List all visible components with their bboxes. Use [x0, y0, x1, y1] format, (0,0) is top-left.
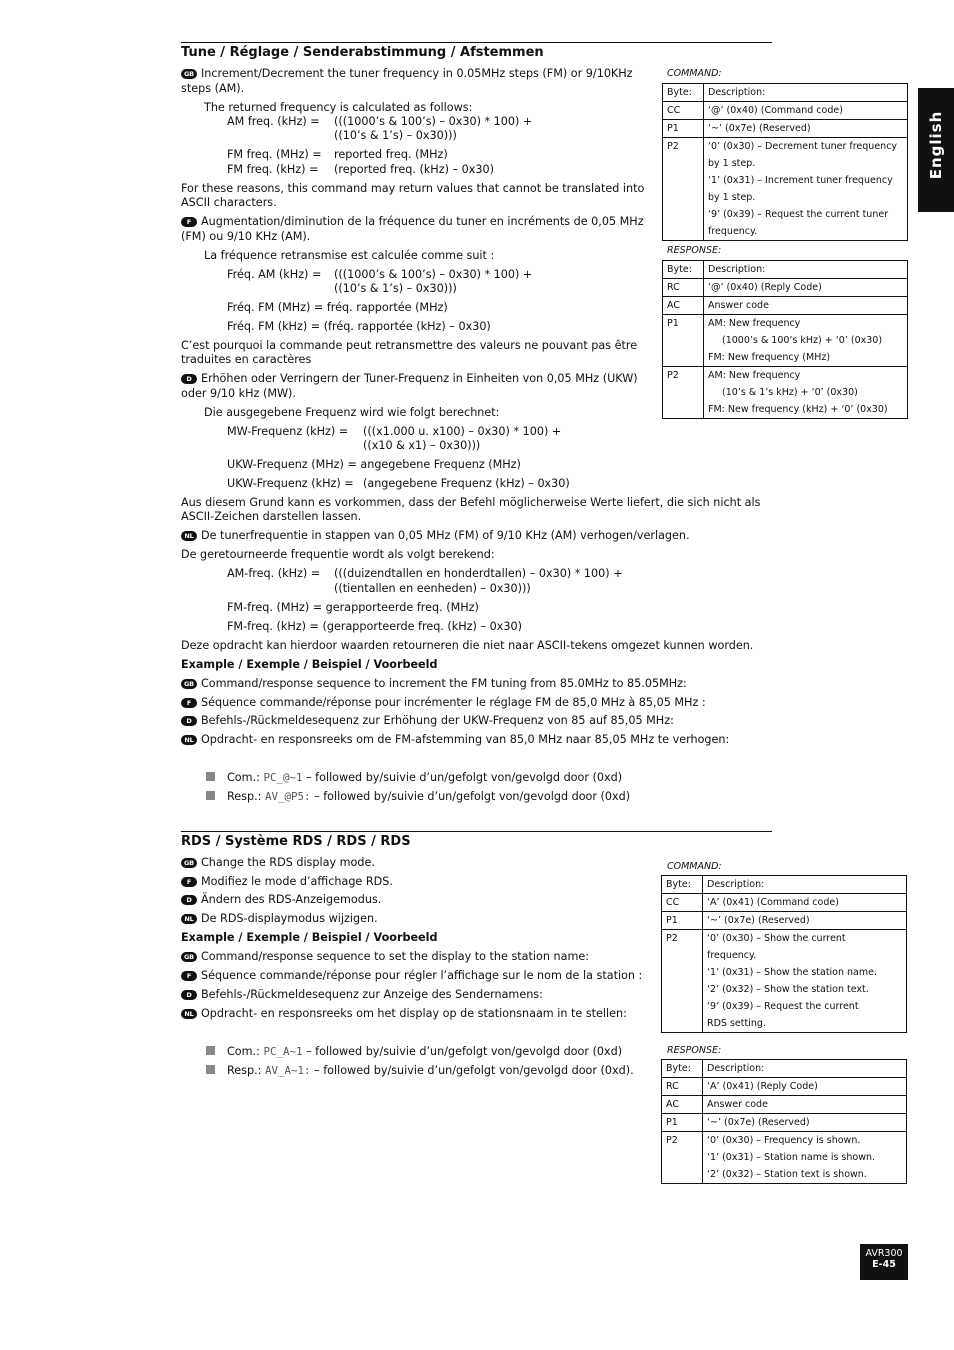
byte-cell — [663, 138, 704, 241]
description-line: AM: New frequency — [708, 370, 801, 381]
description-line: ‘0’ (0x30) – Show the current — [707, 933, 846, 944]
rds-command-label: COMMAND: — [667, 861, 722, 872]
tune-example-nl: NL Opdracht- en responsreeks om de FM-afstemming van 85,0 MHz naar 85,05 MHz te verhogen: — [181, 733, 729, 747]
byte-text: Byte: — [667, 87, 692, 98]
rds-example-de: D Befehls-/Rückmeldesequenz zur Anzeige des Sendernamens: — [181, 988, 543, 1002]
tune-nl-note: Deze opdracht kan hierdoor waarden retourneren die niet naar ASCII-tekens omgezet kunnen worden. — [181, 639, 754, 652]
tune-nl-am-value1: (((duizendtallen en honderdtallen) – 0x30) * 100) + — [334, 567, 623, 580]
description-line: ‘~’ (0x7e) (Reserved) — [707, 1117, 810, 1128]
byte-cell — [663, 102, 704, 120]
rds-response-label: RESPONSE: — [667, 1045, 722, 1056]
flag-gb-icon: GB — [181, 69, 197, 79]
byte-text: P1 — [666, 915, 678, 926]
table-row — [663, 138, 908, 241]
table-row — [662, 912, 907, 930]
rds-nl: NL De RDS-displaymodus wijzigen. — [181, 912, 378, 926]
tune-de-ukw1: UKW-Frequenz (MHz) = angegebene Frequenz (MHz) — [227, 458, 521, 471]
tune-example-de: D Befehls-/Rückmeldesequenz zur Erhöhung der UKW-Frequenz von 85 auf 85,05 MHz: — [181, 714, 674, 728]
description-line: frequency. — [708, 226, 758, 237]
description-cell — [703, 894, 907, 912]
byte-text: P1 — [667, 123, 679, 134]
rds-fr: F Modifiez le mode d’affichage RDS. — [181, 875, 393, 889]
bullet-square-icon — [206, 1065, 215, 1074]
flag-gb-icon: GB — [181, 679, 197, 689]
rds-command-line: Com.: PC_A~1 – followed by/suivie d’un/gefolgt von/gevolgd door (0xd) — [206, 1045, 622, 1059]
tune-gb-am-label: AM freq. (kHz) = — [227, 115, 320, 128]
section-rule-rds — [181, 831, 772, 832]
byte-cell — [662, 1078, 703, 1096]
byte-cell — [663, 279, 704, 297]
tune-response-label: RESPONSE: — [667, 245, 722, 256]
tune-de-mw-value2: ((x10 & x1) – 0x30))) — [363, 439, 481, 452]
description-cell — [704, 120, 908, 138]
rds-command-table — [661, 875, 907, 1033]
description-line: ‘9’ (0x39) – Request the current — [707, 1001, 859, 1012]
tune-gb-fm2-value: (reported freq. (kHz) – 0x30) — [334, 163, 495, 176]
table-row — [663, 261, 908, 279]
rds-example-fr: F Séquence commande/réponse pour régler l’affichage sur le nom de la station : — [181, 969, 642, 983]
description-line: ‘@’ (0x40) (Reply Code) — [708, 282, 822, 293]
rds-example-title: Example / Exemple / Beispiel / Voorbeeld — [181, 931, 438, 944]
language-side-tab-label: English — [927, 110, 945, 180]
description-cell — [703, 1096, 907, 1114]
description-cell — [703, 1060, 907, 1078]
flag-de-icon: D — [181, 716, 197, 726]
table-row — [663, 315, 908, 367]
description-cell — [704, 367, 908, 419]
tune-fr-calc: La fréquence retransmise est calculée comme suit : — [204, 249, 495, 262]
byte-cell — [662, 930, 703, 1033]
bullet-square-icon — [206, 1046, 215, 1055]
tune-command-line: Com.: PC_@~1 – followed by/suivie d’un/gefolgt von/gevolgd door (0xd) — [206, 771, 622, 785]
byte-cell — [662, 1132, 703, 1184]
description-line: Description: — [707, 879, 765, 890]
tune-example-gb: GB Command/response sequence to increment the FM tuning from 85.0MHz to 85.05MHz: — [181, 677, 687, 691]
tune-gb-note1: For these reasons, this command may return values that cannot be translated into — [181, 182, 645, 195]
flag-gb-icon: GB — [181, 952, 197, 962]
description-cell — [704, 315, 908, 367]
description-line: by 1 step. — [708, 192, 756, 203]
section-rule-tune — [181, 42, 772, 43]
flag-de-icon: D — [181, 374, 197, 384]
description-line: Description: — [707, 1063, 765, 1074]
table-row — [662, 1114, 907, 1132]
tune-fr-am-label: Fréq. AM (kHz) = — [227, 268, 322, 281]
page-number: E-45 — [872, 1259, 896, 1270]
flag-nl-icon: NL — [181, 914, 197, 924]
description-cell — [704, 84, 908, 102]
tune-nl-fm1: FM-freq. (MHz) = gerapporteerde freq. (MHz) — [227, 601, 479, 614]
byte-text: CC — [666, 897, 680, 908]
bullet-square-icon — [206, 772, 215, 781]
description-line: ‘A’ (0x41) (Reply Code) — [707, 1081, 818, 1092]
bullet-square-icon — [206, 791, 215, 800]
description-line: by 1 step. — [708, 158, 756, 169]
tune-de-note2: ASCII-Zeichen darstellen lassen. — [181, 510, 362, 523]
tune-example-title: Example / Exemple / Beispiel / Voorbeeld — [181, 658, 438, 671]
tune-fr-am-value2: ((10’s & 1’s) – 0x30))) — [334, 282, 457, 295]
description-line: FM: New frequency (MHz) — [708, 352, 831, 363]
byte-text: Byte: — [666, 1063, 691, 1074]
table-row — [663, 279, 908, 297]
tune-de-note1: Aus diesem Grund kann es vorkommen, dass der Befehl möglicherweise Werte liefert, die sich nicht als — [181, 496, 761, 509]
byte-cell — [663, 120, 704, 138]
tune-de-ukw2-value: (angegebene Frequenz (kHz) – 0x30) — [363, 477, 570, 490]
description-line: ‘~’ (0x7e) (Reserved) — [708, 123, 811, 134]
rds-response-table — [661, 1059, 907, 1184]
byte-text: Byte: — [667, 264, 692, 275]
tune-response-line: Resp.: AV_@P5: – followed by/suivie d’un/gefolgt von/gevolgd door (0xd) — [206, 790, 630, 804]
table-row — [663, 120, 908, 138]
byte-text: AC — [666, 1099, 679, 1110]
byte-text: P2 — [666, 933, 678, 944]
rds-example-nl: NL Opdracht- en responsreeks om het display op de stationsnaam in te stellen: — [181, 1007, 627, 1021]
byte-cell — [662, 1114, 703, 1132]
tune-example-fr: F Séquence commande/réponse pour incrémenter le réglage FM de 85,0 MHz à 85,05 MHz : — [181, 696, 706, 710]
description-line: (1000’s & 100’s kHz) + ‘0’ (0x30) — [722, 335, 883, 346]
tune-gb-note2: ASCII characters. — [181, 196, 277, 209]
tune-nl-am-label: AM-freq. (kHz) = — [227, 567, 321, 580]
byte-cell — [662, 1060, 703, 1078]
tune-nl-calc: De geretourneerde frequentie wordt als volgt berekend: — [181, 548, 495, 561]
flag-de-icon: D — [181, 990, 197, 1000]
tune-gb-calc: The returned frequency is calculated as follows: — [204, 101, 473, 114]
tune-fr-fm1: Fréq. FM (MHz) = fréq. rapportée (MHz) — [227, 301, 448, 314]
tune-nl-line1: NL De tunerfrequentie in stappen van 0,05 MHz (FM) of 9/10 KHz (AM) verhogen/verlagen. — [181, 529, 690, 543]
tune-gb-fm1-label: FM freq. (MHz) = — [227, 148, 322, 161]
flag-gb-icon: GB — [181, 858, 197, 868]
byte-text: Byte: — [666, 879, 691, 890]
byte-text: P2 — [667, 141, 679, 152]
byte-cell — [662, 912, 703, 930]
description-line: FM: New frequency (kHz) + ‘0’ (0x30) — [708, 404, 888, 415]
tune-command-table — [662, 83, 908, 241]
tune-de-line1: D Erhöhen oder Verringern der Tuner-Frequenz in Einheiten von 0,05 MHz (UKW) — [181, 372, 638, 386]
description-line: ‘1’ (0x31) – Increment tuner frequency — [708, 175, 893, 186]
byte-cell — [663, 367, 704, 419]
tune-gb-fm2-label: FM freq. (kHz) = — [227, 163, 319, 176]
tune-gb-line1: GB Increment/Decrement the tuner frequency in 0.05MHz steps (FM) or 9/10KHz — [181, 67, 633, 81]
byte-cell — [662, 1096, 703, 1114]
byte-text: CC — [667, 105, 681, 116]
description-cell — [704, 102, 908, 120]
rds-response-line: Resp.: AV_A~1: – followed by/suivie d’un/gefolgt von/gevolgd door (0xd). — [206, 1064, 634, 1078]
description-line: ‘2’ (0x32) – Station text is shown. — [707, 1169, 867, 1180]
tune-de-line2: oder 9/10 kHz (MW). — [181, 387, 296, 400]
table-row — [663, 84, 908, 102]
table-row — [662, 930, 907, 1033]
tune-gb-am-value2: ((10’s & 1’s) – 0x30))) — [334, 129, 457, 142]
table-row — [662, 1060, 907, 1078]
description-cell — [704, 279, 908, 297]
model-name: AVR300 — [865, 1248, 903, 1259]
description-line: ‘2’ (0x32) – Show the station text. — [707, 984, 869, 995]
description-line: Answer code — [708, 300, 769, 311]
table-row — [662, 1078, 907, 1096]
tune-nl-am-value2: ((tientallen en eenheden) – 0x30))) — [334, 582, 531, 595]
description-line: RDS setting. — [707, 1018, 766, 1029]
language-side-tab — [918, 88, 954, 212]
description-line: ‘@’ (0x40) (Command code) — [708, 105, 843, 116]
rds-gb: GB Change the RDS display mode. — [181, 856, 375, 870]
description-line: ‘~’ (0x7e) (Reserved) — [707, 915, 810, 926]
flag-fr-icon: F — [181, 698, 197, 708]
table-row — [663, 367, 908, 419]
description-line: frequency. — [707, 950, 757, 961]
description-line: ‘1’ (0x31) – Show the station name. — [707, 967, 877, 978]
tune-response-table — [662, 260, 908, 419]
byte-text: P2 — [666, 1135, 678, 1146]
tune-gb-am-value1: (((1000’s & 100’s) – 0x30) * 100) + — [334, 115, 533, 128]
tune-fr-note2: traduites en caractères — [181, 353, 312, 366]
tune-de-ukw2-label: UKW-Frequenz (kHz) = — [227, 477, 354, 490]
description-line: (10’s & 1’s kHz) + ‘0’ (0x30) — [722, 387, 858, 398]
byte-text: AC — [667, 300, 680, 311]
flag-nl-icon: NL — [181, 735, 197, 745]
table-row — [662, 876, 907, 894]
tune-de-mw-label: MW-Frequenz (kHz) = — [227, 425, 349, 438]
byte-cell — [662, 876, 703, 894]
tune-nl-fm2: FM-freq. (kHz) = (gerapporteerde freq. (kHz) – 0x30) — [227, 620, 522, 633]
tune-gb-line2: steps (AM). — [181, 82, 245, 95]
byte-text: P1 — [667, 318, 679, 329]
description-cell — [703, 1132, 907, 1184]
description-line: ‘0’ (0x30) – Decrement tuner frequency — [708, 141, 898, 152]
description-cell — [703, 912, 907, 930]
description-line: Answer code — [707, 1099, 768, 1110]
page-number-box — [860, 1244, 908, 1280]
table-row — [663, 102, 908, 120]
tune-fr-line1: F Augmentation/diminution de la fréquence du tuner en incréments de 0,05 MHz — [181, 215, 644, 229]
description-line: Description: — [708, 87, 766, 98]
tune-fr-am-value1: (((1000’s & 100’s) – 0x30) * 100) + — [334, 268, 533, 281]
table-row — [662, 1096, 907, 1114]
flag-fr-icon: F — [181, 217, 197, 227]
flag-fr-icon: F — [181, 971, 197, 981]
section-title-tune: Tune / Réglage / Senderabstimmung / Afstemmen — [181, 45, 544, 60]
byte-cell — [662, 894, 703, 912]
rds-example-gb: GB Command/response sequence to set the display to the station name: — [181, 950, 589, 964]
tune-de-calc: Die ausgegebene Frequenz wird wie folgt berechnet: — [204, 406, 500, 419]
description-line: ‘1’ (0x31) – Station name is shown. — [707, 1152, 876, 1163]
description-cell — [704, 261, 908, 279]
description-line: AM: New frequency — [708, 318, 801, 329]
rds-de: D Ändern des RDS-Anzeigemodus. — [181, 893, 381, 907]
description-line: Description: — [708, 264, 766, 275]
byte-cell — [663, 297, 704, 315]
section-title-rds: RDS / Système RDS / RDS / RDS — [181, 834, 411, 849]
description-cell — [703, 930, 907, 1033]
byte-cell — [663, 84, 704, 102]
description-line: ‘0’ (0x30) – Frequency is shown. — [707, 1135, 861, 1146]
byte-cell — [663, 261, 704, 279]
byte-text: RC — [667, 282, 680, 293]
tune-fr-line2: (FM) ou 9/10 KHz (AM). — [181, 230, 311, 243]
flag-de-icon: D — [181, 895, 197, 905]
byte-text: RC — [666, 1081, 679, 1092]
description-cell — [704, 297, 908, 315]
description-line: ‘A’ (0x41) (Command code) — [707, 897, 839, 908]
description-line: ‘9’ (0x39) – Request the current tuner — [708, 209, 889, 220]
description-cell — [704, 138, 908, 241]
description-cell — [703, 1078, 907, 1096]
byte-text: P2 — [667, 370, 679, 381]
description-cell — [703, 1114, 907, 1132]
description-cell — [703, 876, 907, 894]
byte-cell — [663, 315, 704, 367]
byte-text: P1 — [666, 1117, 678, 1128]
tune-command-label: COMMAND: — [667, 68, 722, 79]
flag-nl-icon: NL — [181, 1009, 197, 1019]
table-row — [663, 297, 908, 315]
flag-nl-icon: NL — [181, 531, 197, 541]
flag-fr-icon: F — [181, 877, 197, 887]
tune-gb-fm1-value: reported freq. (MHz) — [334, 148, 448, 161]
tune-fr-note1: C’est pourquoi la commande peut retransmettre des valeurs ne pouvant pas être — [181, 339, 638, 352]
tune-fr-fm2: Fréq. FM (kHz) = (fréq. rapportée (kHz) – 0x30) — [227, 320, 491, 333]
tune-de-mw-value1: (((x1.000 u. x100) – 0x30) * 100) + — [363, 425, 562, 438]
table-row — [662, 1132, 907, 1184]
table-row — [662, 894, 907, 912]
